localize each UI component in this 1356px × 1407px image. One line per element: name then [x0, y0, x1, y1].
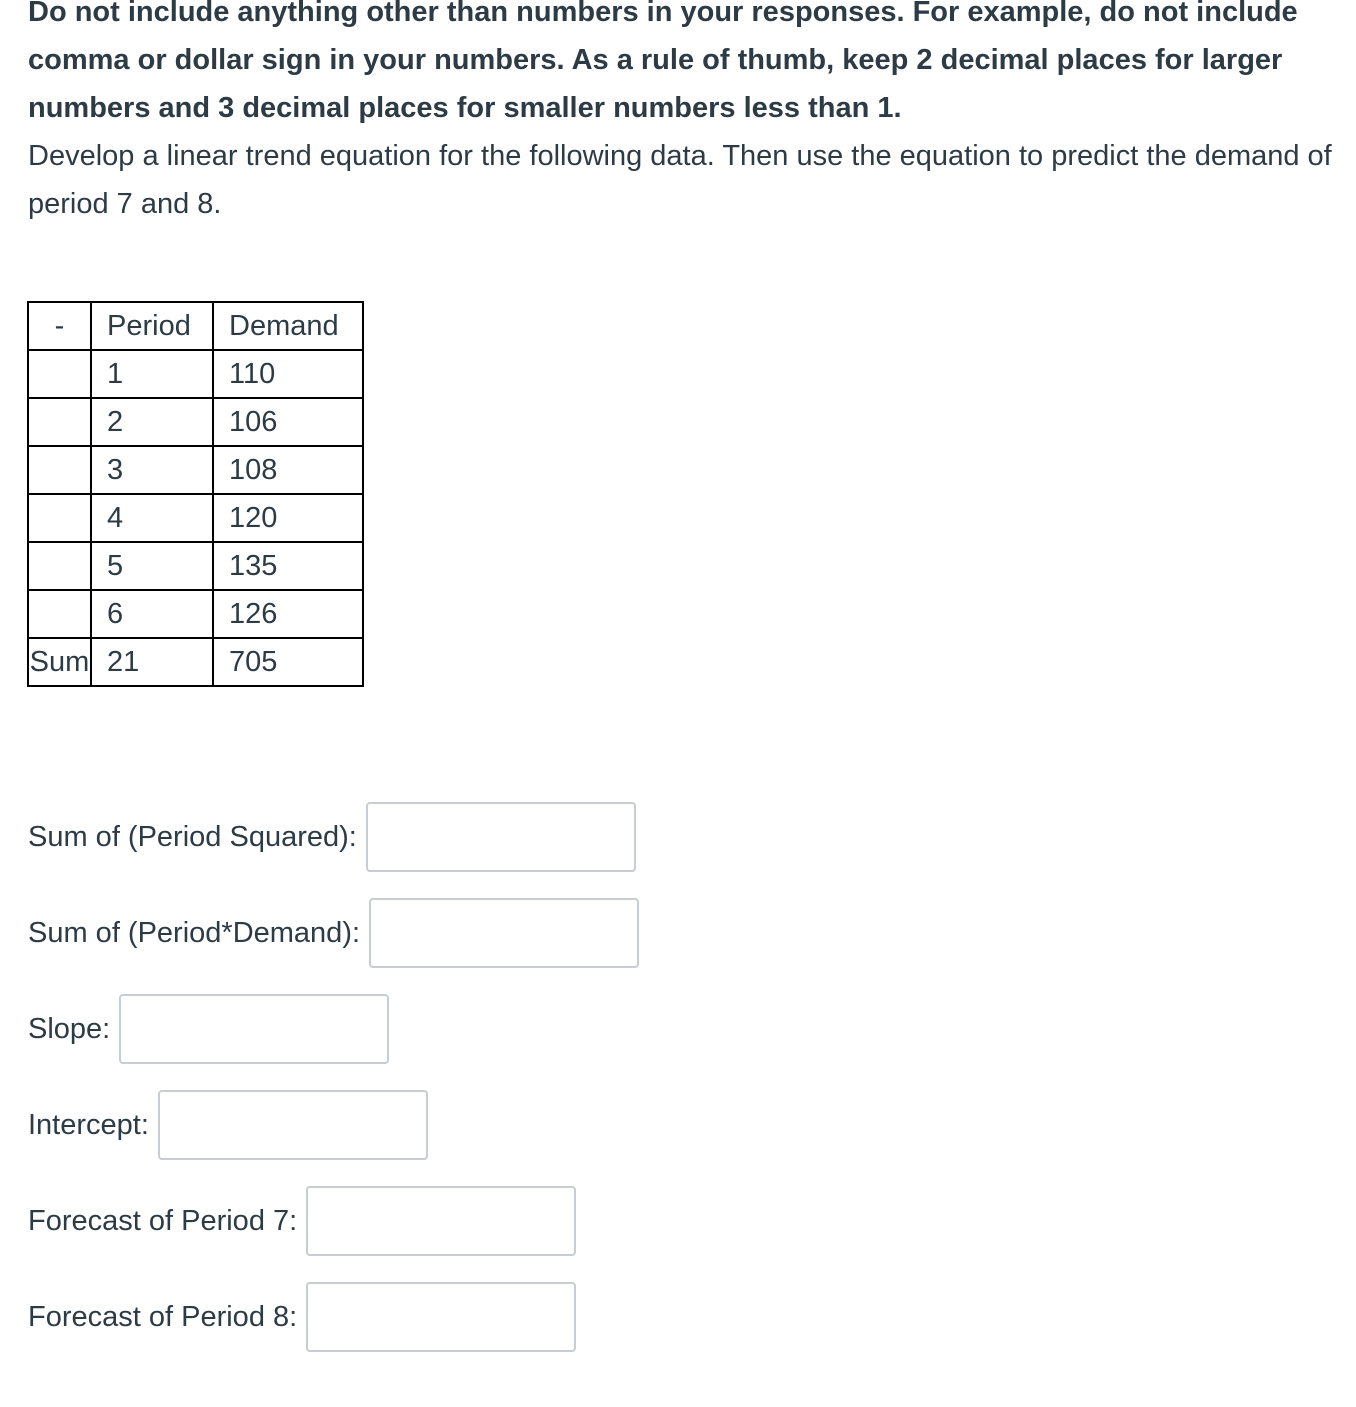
forecast-period-7-label: Forecast of Period 7:: [28, 1204, 298, 1237]
sum-period-demand-field: [28, 896, 639, 970]
table-cell: 108: [213, 446, 363, 494]
slope-input[interactable]: [119, 994, 389, 1064]
table-row: [28, 494, 363, 542]
table-header-cell: Period: [91, 302, 213, 350]
forecast-period-8-input[interactable]: [306, 1282, 576, 1352]
sum-period-squared-input[interactable]: [366, 802, 636, 872]
table-cell: 126: [213, 590, 363, 638]
sum-period-demand-label: Sum of (Period*Demand):: [28, 916, 361, 949]
demand-table: [27, 301, 364, 687]
table-cell: [28, 446, 91, 494]
table-sum-row: [28, 638, 363, 686]
table-cell: 6: [91, 590, 213, 638]
intercept-label: Intercept:: [28, 1108, 149, 1141]
table-cell: [28, 590, 91, 638]
sum-period-squared-field: [28, 800, 636, 874]
question-text: Develop a linear trend equation for the following data. Then use the equation to predict the demand of period 7 and 8.: [28, 140, 1332, 220]
intercept-field: [28, 1088, 428, 1162]
table-cell: 120: [213, 494, 363, 542]
table-cell: [28, 350, 91, 398]
table-row: [28, 590, 363, 638]
table-cell: Sum: [28, 638, 91, 686]
slope-field: [28, 992, 389, 1066]
table-cell: 4: [91, 494, 213, 542]
table-cell: 106: [213, 398, 363, 446]
table-cell: 2: [91, 398, 213, 446]
table-row: [28, 398, 363, 446]
table-row: [28, 350, 363, 398]
sum-period-squared-label: Sum of (Period Squared):: [28, 820, 357, 853]
table-row: [28, 542, 363, 590]
intercept-input[interactable]: [158, 1090, 428, 1160]
table-cell: 5: [91, 542, 213, 590]
table-cell: [28, 398, 91, 446]
table-header-row: [28, 302, 363, 350]
table-row: [28, 446, 363, 494]
table-header-cell: Demand: [213, 302, 363, 350]
sum-period-demand-input[interactable]: [369, 898, 639, 968]
forecast-period-7-field: [28, 1184, 576, 1258]
table-cell: 1: [91, 350, 213, 398]
table-cell: [28, 542, 91, 590]
table-cell: 705: [213, 638, 363, 686]
table-cell: 135: [213, 542, 363, 590]
forecast-period-7-input[interactable]: [306, 1186, 576, 1256]
table-cell: 110: [213, 350, 363, 398]
table-cell: 3: [91, 446, 213, 494]
table-cell: [28, 494, 91, 542]
table-cell: 21: [91, 638, 213, 686]
table-header-cell: -: [28, 302, 91, 350]
instructions-text: Do not include anything other than numbers in your responses. For example, do not include comma or dollar sign in your numbers. As a rule of thumb, keep 2 decimal places for larger numbers and 3 decimal places for smaller numbers less than 1.: [28, 0, 1298, 124]
slope-label: Slope:: [28, 1012, 111, 1045]
forecast-period-8-field: [28, 1280, 576, 1354]
forecast-period-8-label: Forecast of Period 8:: [28, 1300, 298, 1333]
